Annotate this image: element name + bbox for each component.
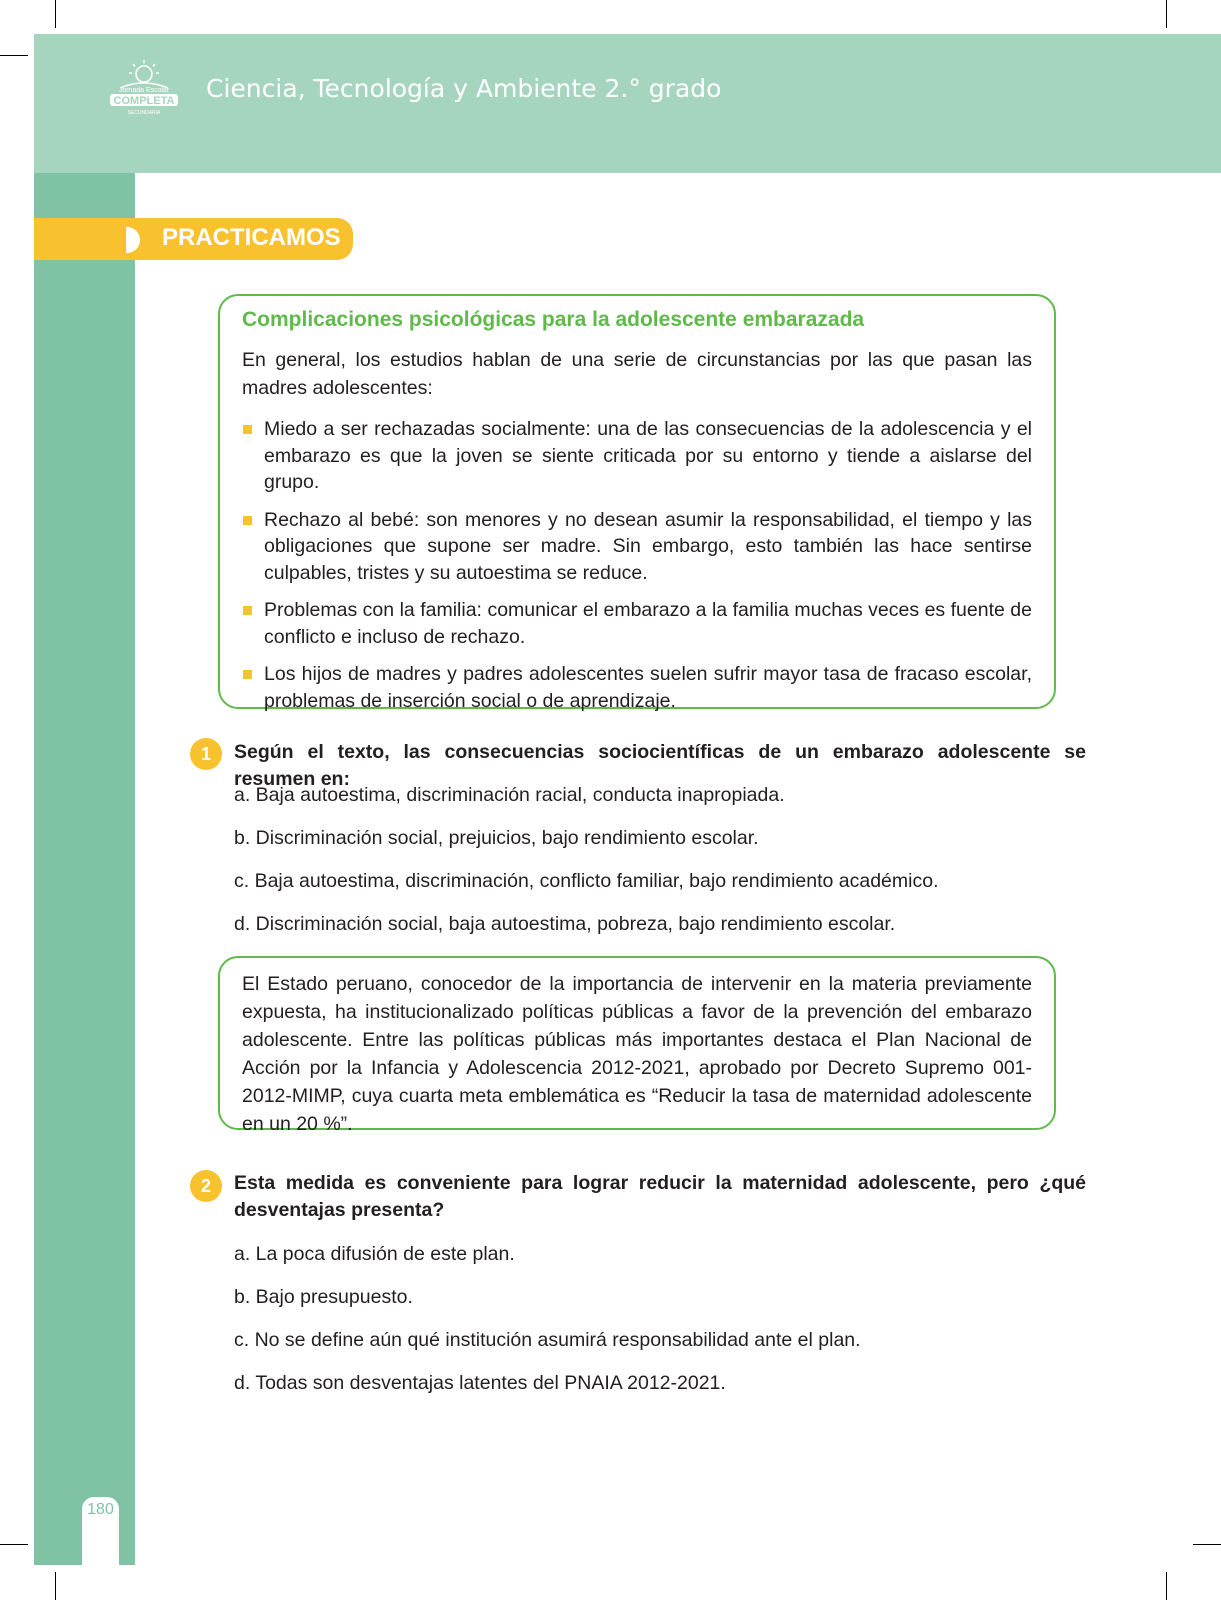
question-1-option-c: c. Baja autoestima, discriminación, conflicto familiar, bajo rendimiento académico. bbox=[234, 870, 939, 892]
page-number: 180 bbox=[82, 1497, 119, 1567]
list-item bbox=[242, 661, 1032, 714]
question-2-option-b: b. Bajo presupuesto. bbox=[234, 1286, 413, 1308]
crop-mark bbox=[0, 1544, 28, 1545]
square-bullet-icon bbox=[243, 606, 252, 615]
logo-text-main: COMPLETA bbox=[113, 95, 175, 107]
square-bullet-icon bbox=[243, 516, 252, 525]
crop-mark bbox=[0, 55, 28, 56]
question-2-text: Esta medida es conveniente para lograr reducir la maternidad adolescente, pero ¿qué desventajas presenta? bbox=[234, 1172, 1086, 1221]
reading-title: Complicaciones psicológicas para la adolescente embarazada bbox=[242, 308, 865, 331]
question-2-option-c: c. No se define aún qué institución asumirá responsabilidad ante el plan. bbox=[234, 1329, 861, 1351]
context-text: El Estado peruano, conocedor de la importancia de intervenir en la materia previamente expuesta, ha institucionalizado políticas públicas a favor de la prevención del embarazo adolescente. Entre las políticas públicas más importantes destaca el Plan Nacional de Acción por la Infancia y Adolescencia 2012-2021, aprobado por Decreto Supremo 001-2012-MIMP, cuya cuarta meta emblemática es “Reducir la tasa de maternidad adolescente en un 20 %”. bbox=[242, 973, 1032, 1135]
question-1-option-d: d. Discriminación social, baja autoestima, pobreza, bajo rendimiento escolar. bbox=[234, 913, 896, 935]
crop-mark bbox=[1166, 1572, 1167, 1600]
crop-mark bbox=[1193, 1544, 1221, 1545]
crop-mark bbox=[55, 1572, 56, 1600]
list-item bbox=[242, 416, 1032, 496]
section-label: PRACTICAMOS bbox=[162, 224, 341, 251]
crop-mark bbox=[1166, 0, 1167, 28]
question-2-option-a: a. La poca difusión de este plan. bbox=[234, 1243, 515, 1265]
bullet-text: Miedo a ser rechazadas socialmente: una de las consecuencias de la adolescencia y el embarazo es que la joven se siente criticada por su entorno y tiende a aislarse del grupo. bbox=[264, 418, 1032, 493]
question-1-text: Según el texto, las consecuencias sociocientíficas de un embarazo adolescente se resumen en: bbox=[234, 741, 1086, 790]
question-1-option-a: a. Baja autoestima, discriminación racial, conducta inapropiada. bbox=[234, 784, 785, 806]
reading-intro: En general, los estudios hablan de una serie de circunstancias por las que pasan las madres adolescentes: bbox=[242, 349, 1032, 399]
logo-text-sub: SECUNDARIA bbox=[127, 110, 161, 116]
list-item bbox=[242, 597, 1032, 650]
page-header bbox=[34, 34, 1221, 173]
question-1-number-badge: 1 bbox=[190, 738, 222, 770]
bullet-text: Problemas con la familia: comunicar el embarazo a la familia muchas veces es fuente de conflicto e incluso de rechazo. bbox=[264, 599, 1032, 648]
square-bullet-icon bbox=[243, 425, 252, 434]
bullet-text: Rechazo al bebé: son menores y no desean asumir la responsabilidad, el tiempo y las obligaciones que supone ser madre. Sin embargo, esto también las hace sentirse culpables, tristes y su autoestima se reduce. bbox=[264, 508, 1032, 584]
bullet-text: Los hijos de madres y padres adolescentes suelen sufrir mayor tasa de fracaso escolar, problemas de inserción social o de aprendizaje. bbox=[264, 663, 1032, 712]
question-2-number-badge: 2 bbox=[190, 1170, 222, 1202]
question-2-option-d: d. Todas son desventajas latentes del PNAIA 2012-2021. bbox=[234, 1372, 726, 1394]
list-item bbox=[242, 507, 1032, 587]
reading-bullet-list bbox=[242, 416, 1032, 725]
left-sidebar bbox=[34, 173, 135, 1565]
question-1-option-b: b. Discriminación social, prejuicios, bajo rendimiento escolar. bbox=[234, 827, 759, 849]
square-bullet-icon bbox=[243, 670, 252, 679]
jornada-escolar-completa-logo bbox=[106, 58, 182, 118]
crop-mark bbox=[55, 0, 56, 28]
book-title: Ciencia, Tecnología y Ambiente 2.° grado bbox=[206, 74, 722, 103]
logo-text-top: Jornada Escolar bbox=[118, 87, 170, 94]
